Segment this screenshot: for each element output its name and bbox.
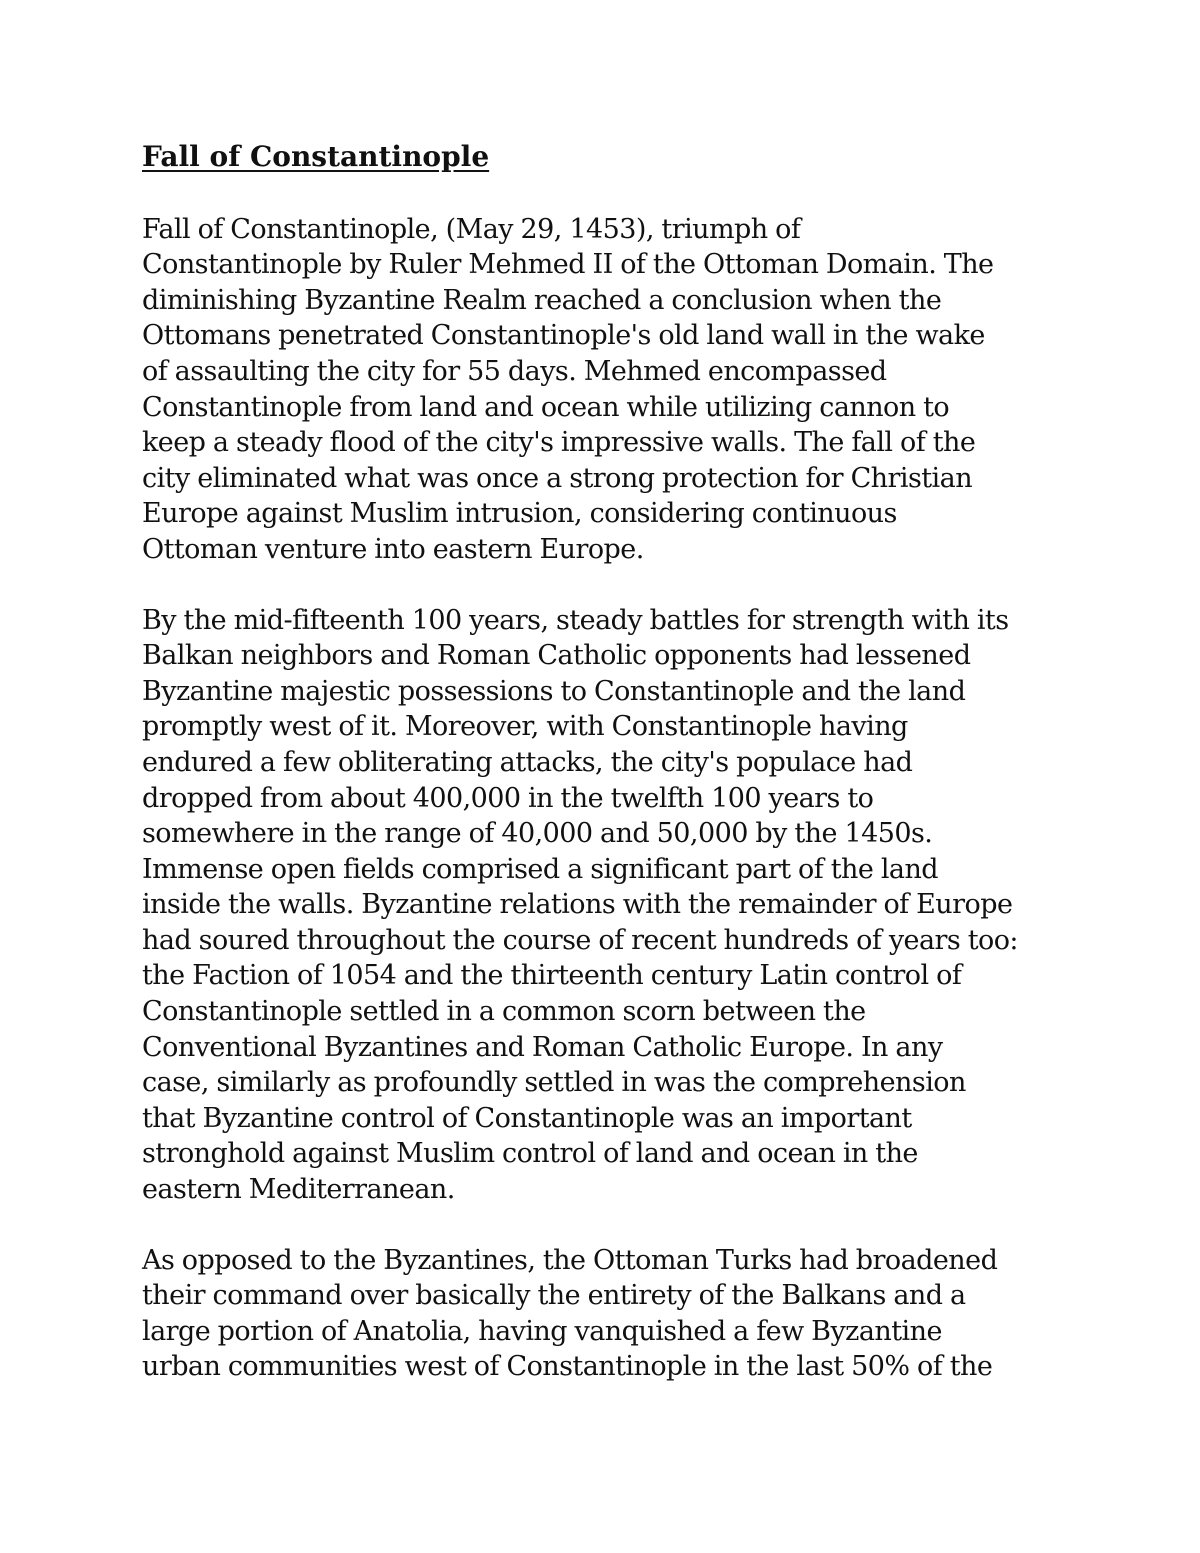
paragraph-line: keep a steady flood of the city's impressive walls. The fall of the <box>142 427 976 459</box>
paragraph-line: Immense open fields comprised a significant part of the land <box>142 853 939 885</box>
paragraph-line: Byzantine majestic possessions to Constantinople and the land <box>142 675 966 707</box>
paragraph-line: Europe against Muslim intrusion, considering continuous <box>142 498 897 530</box>
paragraph-line: had soured throughout the course of recent hundreds of years too: <box>142 924 1018 956</box>
paragraph-line: Ottomans penetrated Constantinople's old land wall in the wake <box>142 320 985 352</box>
paragraph-line: city eliminated what was once a strong protection for Christian <box>142 462 973 494</box>
paragraph-line: Constantinople from land and ocean while utilizing cannon to <box>142 391 950 423</box>
paragraph-line: the Faction of 1054 and the thirteenth century Latin control of <box>142 960 962 992</box>
paragraph-3 <box>142 1243 1072 1385</box>
paragraph-line: that Byzantine control of Constantinople was an important <box>142 1102 912 1134</box>
paragraph-2 <box>142 603 1072 1208</box>
paragraph-line: promptly west of it. Moreover, with Constantinople having <box>142 711 908 743</box>
paragraph-line: Fall of Constantinople, (May 29, 1453), triumph of <box>142 213 801 245</box>
paragraph-line: Conventional Byzantines and Roman Catholic Europe. In any <box>142 1031 943 1063</box>
paragraph-line: diminishing Byzantine Realm reached a conclusion when the <box>142 284 942 316</box>
paragraph-line: Constantinople settled in a common scorn between the <box>142 996 866 1028</box>
paragraph-line: of assaulting the city for 55 days. Mehmed encompassed <box>142 355 887 387</box>
paragraph-line: By the mid-fifteenth 100 years, steady battles for strength with its <box>142 604 1009 636</box>
document-content <box>142 140 1072 1420</box>
paragraph-line: large portion of Anatolia, having vanquished a few Byzantine <box>142 1315 942 1347</box>
paragraph-line: Ottoman venture into eastern Europe. <box>142 533 644 565</box>
paragraph-line: stronghold against Muslim control of land and ocean in the <box>142 1138 918 1170</box>
paragraph-line: somewhere in the range of 40,000 and 50,000 by the 1450s. <box>142 818 933 850</box>
paragraph-line: case, similarly as profoundly settled in was the comprehension <box>142 1067 966 1099</box>
paragraph-1 <box>142 212 1072 568</box>
paragraph-line: endured a few obliterating attacks, the city's populace had <box>142 746 913 778</box>
paragraph-line: urban communities west of Constantinople in the last 50% of the <box>142 1351 993 1383</box>
paragraph-line: Balkan neighbors and Roman Catholic opponents had lessened <box>142 640 971 672</box>
paragraph-line: inside the walls. Byzantine relations with the remainder of Europe <box>142 889 1013 921</box>
paragraph-line: Constantinople by Ruler Mehmed II of the Ottoman Domain. The <box>142 249 994 281</box>
paragraph-line: dropped from about 400,000 in the twelfth 100 years to <box>142 782 874 814</box>
paragraph-line: eastern Mediterranean. <box>142 1174 455 1206</box>
paragraph-line: As opposed to the Byzantines, the Ottoman Turks had broadened <box>142 1244 998 1276</box>
document-title: Fall of Constantinople <box>142 140 490 173</box>
paragraph-line: their command over basically the entirety of the Balkans and a <box>142 1280 966 1312</box>
